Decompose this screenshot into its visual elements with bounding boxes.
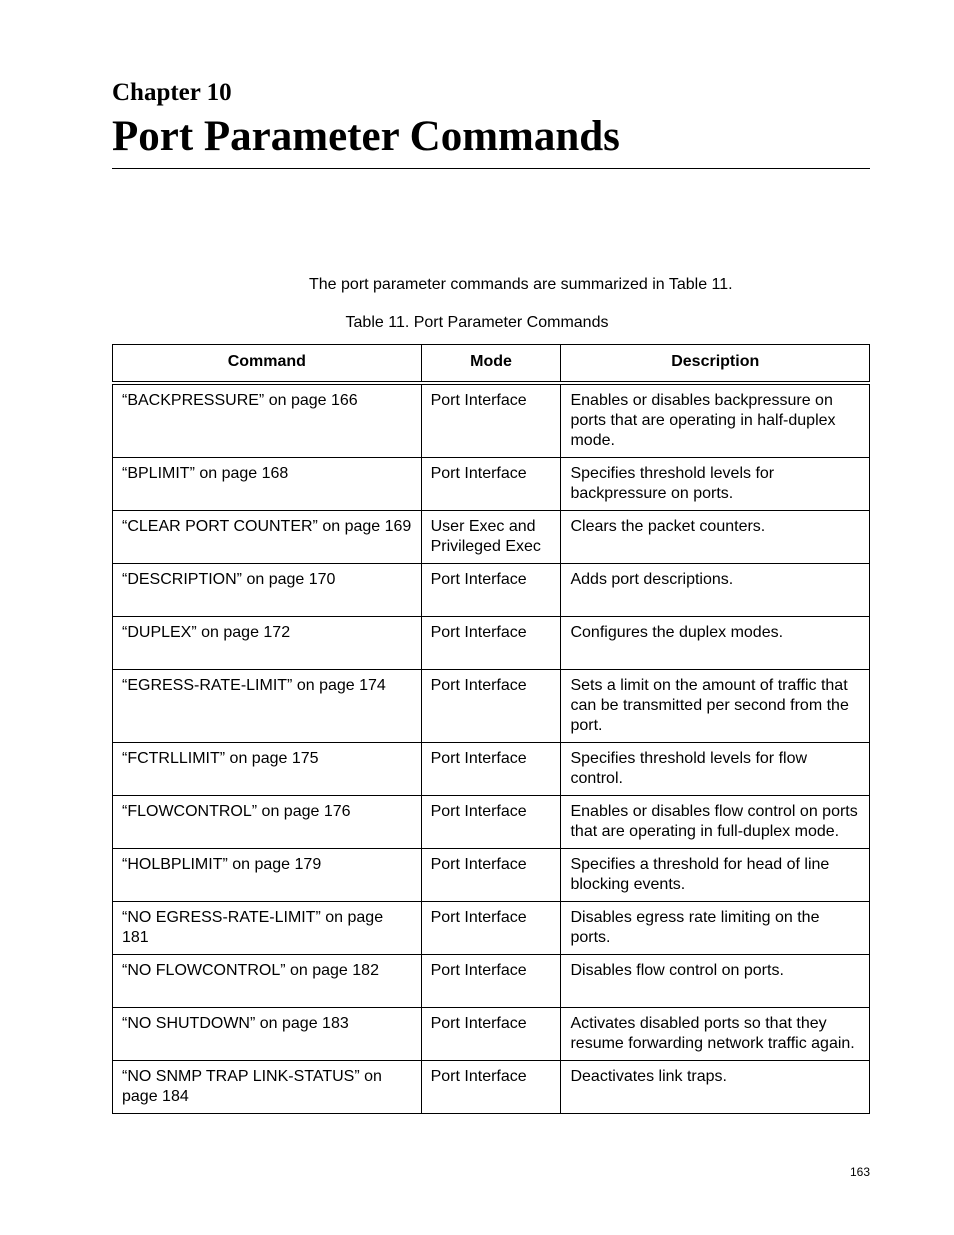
- description-cell: Clears the packet counters.: [561, 511, 870, 564]
- command-cell: “FCTRLLIMIT” on page 175: [113, 743, 422, 796]
- intro-paragraph: The port parameter commands are summarized in Table 11.: [309, 276, 733, 293]
- chapter-title: Port Parameter Commands: [112, 113, 620, 160]
- command-cell: “NO FLOWCONTROL” on page 182: [113, 955, 422, 1008]
- command-cell: “NO SHUTDOWN” on page 183: [113, 1008, 422, 1061]
- column-header-mode: Mode: [421, 345, 561, 384]
- description-cell: Enables or disables flow control on ports that are operating in full-duplex mode.: [561, 796, 870, 849]
- description-cell: Adds port descriptions.: [561, 564, 870, 617]
- mode-cell: Port Interface: [421, 564, 561, 617]
- description-cell: Deactivates link traps.: [561, 1061, 870, 1114]
- description-cell: Specifies a threshold for head of line blocking events.: [561, 849, 870, 902]
- table-row: [113, 1061, 870, 1114]
- table-row: [113, 670, 870, 743]
- command-cell: “EGRESS-RATE-LIMIT” on page 174: [113, 670, 422, 743]
- page-number: 163: [849, 1165, 870, 1179]
- mode-cell: Port Interface: [421, 1061, 561, 1114]
- table-row: [113, 796, 870, 849]
- command-cell: “BPLIMIT” on page 168: [113, 458, 422, 511]
- table-row: [113, 383, 870, 458]
- mode-cell: Port Interface: [421, 955, 561, 1008]
- command-cell: “NO EGRESS-RATE-LIMIT” on page 181: [113, 902, 422, 955]
- table-row: [113, 955, 870, 1008]
- description-cell: Sets a limit on the amount of traffic that can be transmitted per second from the port.: [561, 670, 870, 743]
- table-caption: Table 11. Port Parameter Commands: [345, 314, 609, 331]
- column-header-description: Description: [561, 345, 870, 384]
- command-cell: “HOLBPLIMIT” on page 179: [113, 849, 422, 902]
- table-row: [113, 1008, 870, 1061]
- mode-cell: Port Interface: [421, 617, 561, 670]
- table-row: [113, 511, 870, 564]
- description-cell: Disables flow control on ports.: [561, 955, 870, 1008]
- table-row: [113, 743, 870, 796]
- chapter-label: Chapter 10: [112, 79, 232, 106]
- table-header-row: [113, 345, 870, 384]
- mode-cell: Port Interface: [421, 743, 561, 796]
- port-parameter-commands-table: [112, 344, 870, 1114]
- table-row: [113, 458, 870, 511]
- description-cell: Specifies threshold levels for backpressure on ports.: [561, 458, 870, 511]
- table-row: [113, 849, 870, 902]
- mode-cell: Port Interface: [421, 902, 561, 955]
- command-cell: “CLEAR PORT COUNTER” on page 169: [113, 511, 422, 564]
- mode-cell: Port Interface: [421, 849, 561, 902]
- mode-cell: Port Interface: [421, 1008, 561, 1061]
- mode-cell: Port Interface: [421, 383, 561, 458]
- description-cell: Enables or disables backpressure on ports that are operating in half-duplex mode.: [561, 383, 870, 458]
- command-cell: “DESCRIPTION” on page 170: [113, 564, 422, 617]
- table-row: [113, 617, 870, 670]
- table-body: [113, 383, 870, 1114]
- command-cell: “NO SNMP TRAP LINK-STATUS” on page 184: [113, 1061, 422, 1114]
- mode-cell: Port Interface: [421, 670, 561, 743]
- command-cell: “FLOWCONTROL” on page 176: [113, 796, 422, 849]
- table-row: [113, 564, 870, 617]
- description-cell: Configures the duplex modes.: [561, 617, 870, 670]
- title-divider: [112, 168, 870, 169]
- description-cell: Activates disabled ports so that they resume forwarding network traffic again.: [561, 1008, 870, 1061]
- mode-cell: Port Interface: [421, 458, 561, 511]
- description-cell: Specifies threshold levels for flow control.: [561, 743, 870, 796]
- command-cell: “DUPLEX” on page 172: [113, 617, 422, 670]
- table-row: [113, 902, 870, 955]
- description-cell: Disables egress rate limiting on the ports.: [561, 902, 870, 955]
- command-cell: “BACKPRESSURE” on page 166: [113, 383, 422, 458]
- mode-cell: Port Interface: [421, 796, 561, 849]
- column-header-command: Command: [113, 345, 422, 384]
- mode-cell: User Exec and Privileged Exec: [421, 511, 561, 564]
